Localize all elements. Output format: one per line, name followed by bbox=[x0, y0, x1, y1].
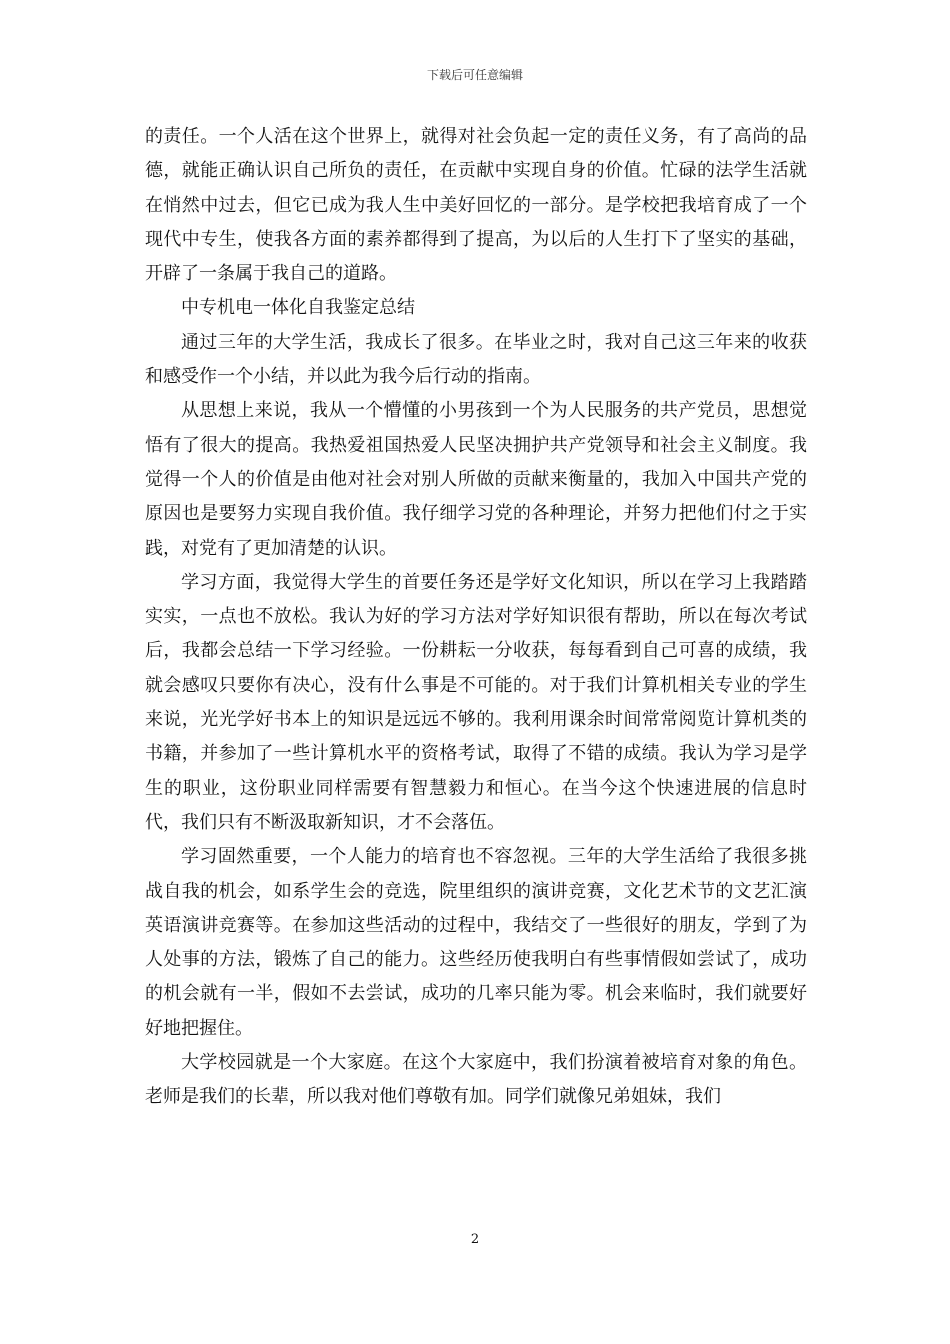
paragraph: 通过三年的大学生活，我成长了很多。在毕业之时，我对自己这三年来的收获和感受作一个小结，并以此为我今后行动的指南。 bbox=[145, 331, 807, 388]
paragraph: 学习方面，我觉得大学生的首要任务还是学好文化知识，所以在学习上我踏踏实实，一点也不放松。我认为好的学习方法对学好知识很有帮助，所以在每次考试后，我都会总结一下学习经验。一份耕耘一分收获，每每看到自己可喜的成绩，我就会感叹只要你有决心，没有什么事是不可能的。对于我们计算机相关专业的学生来说，光光学好书本上的知识是远远不够的。我利用课余时间常常阅览计算机类的书籍，并参加了一些计算机水平的资格考试，取得了不错的成绩。我认为学习是学生的职业，这份职业同样需要有智慧毅力和恒心。在当今这个快速进展的信息时代，我们只有不断汲取新知识，才不会落伍。 bbox=[145, 571, 807, 833]
page-footer bbox=[0, 1232, 950, 1248]
paragraph: 大学校园就是一个大家庭。在这个大家庭中，我们扮演着被培育对象的角色。老师是我们的长辈，所以我对他们尊敬有加。同学们就像兄弟姐妹，我们 bbox=[145, 1052, 807, 1108]
section-title: 中专机电一体化自我鉴定总结 bbox=[181, 297, 415, 319]
page-header bbox=[0, 68, 950, 82]
paragraph: 的责任。一个人活在这个世界上，就得对社会负起一定的责任义务，有了高尚的品德，就能正确认识自己所负的责任，在贡献中实现自身的价值。忙碌的法学生活就在悄然中过去，但它已成为我人生中美好回忆的一部分。是学校把我培育成了一个现代中专生，使我各方面的素养都得到了提高，为以后的人生打下了坚实的基础，开辟了一条属于我自己的道路。 bbox=[145, 126, 807, 285]
document-body bbox=[145, 120, 807, 1115]
header-text: 下载后可任意编辑 bbox=[426, 68, 523, 82]
paragraph: 从思想上来说，我从一个懵懂的小男孩到一个为人民服务的共产党员，思想觉悟有了很大的提高。我热爱祖国热爱人民坚决拥护共产党领导和社会主义制度。我觉得一个人的价值是由他对社会对别人所做的贡献来衡量的，我加入中国共产党的原因也是要努力实现自我价值。我仔细学习党的各种理论，并努力把他们付之于实践，对党有了更加清楚的认识。 bbox=[145, 400, 807, 559]
paragraph: 学习固然重要，一个人能力的培育也不容忽视。三年的大学生活给了我很多挑战自我的机会，如系学生会的竞选，院里组织的演讲竞赛，文化艺术节的文艺汇演英语演讲竞赛等。在参加这些活动的过程中，我结交了一些很好的朋友，学到了为人处事的方法，锻炼了自己的能力。这些经历使我明白有些事情假如尝试了，成功的机会就有一半，假如不去尝试，成功的几率只能为零。机会来临时，我们就要好好地把握住。 bbox=[145, 846, 807, 1039]
page-number: 2 bbox=[470, 1232, 480, 1247]
